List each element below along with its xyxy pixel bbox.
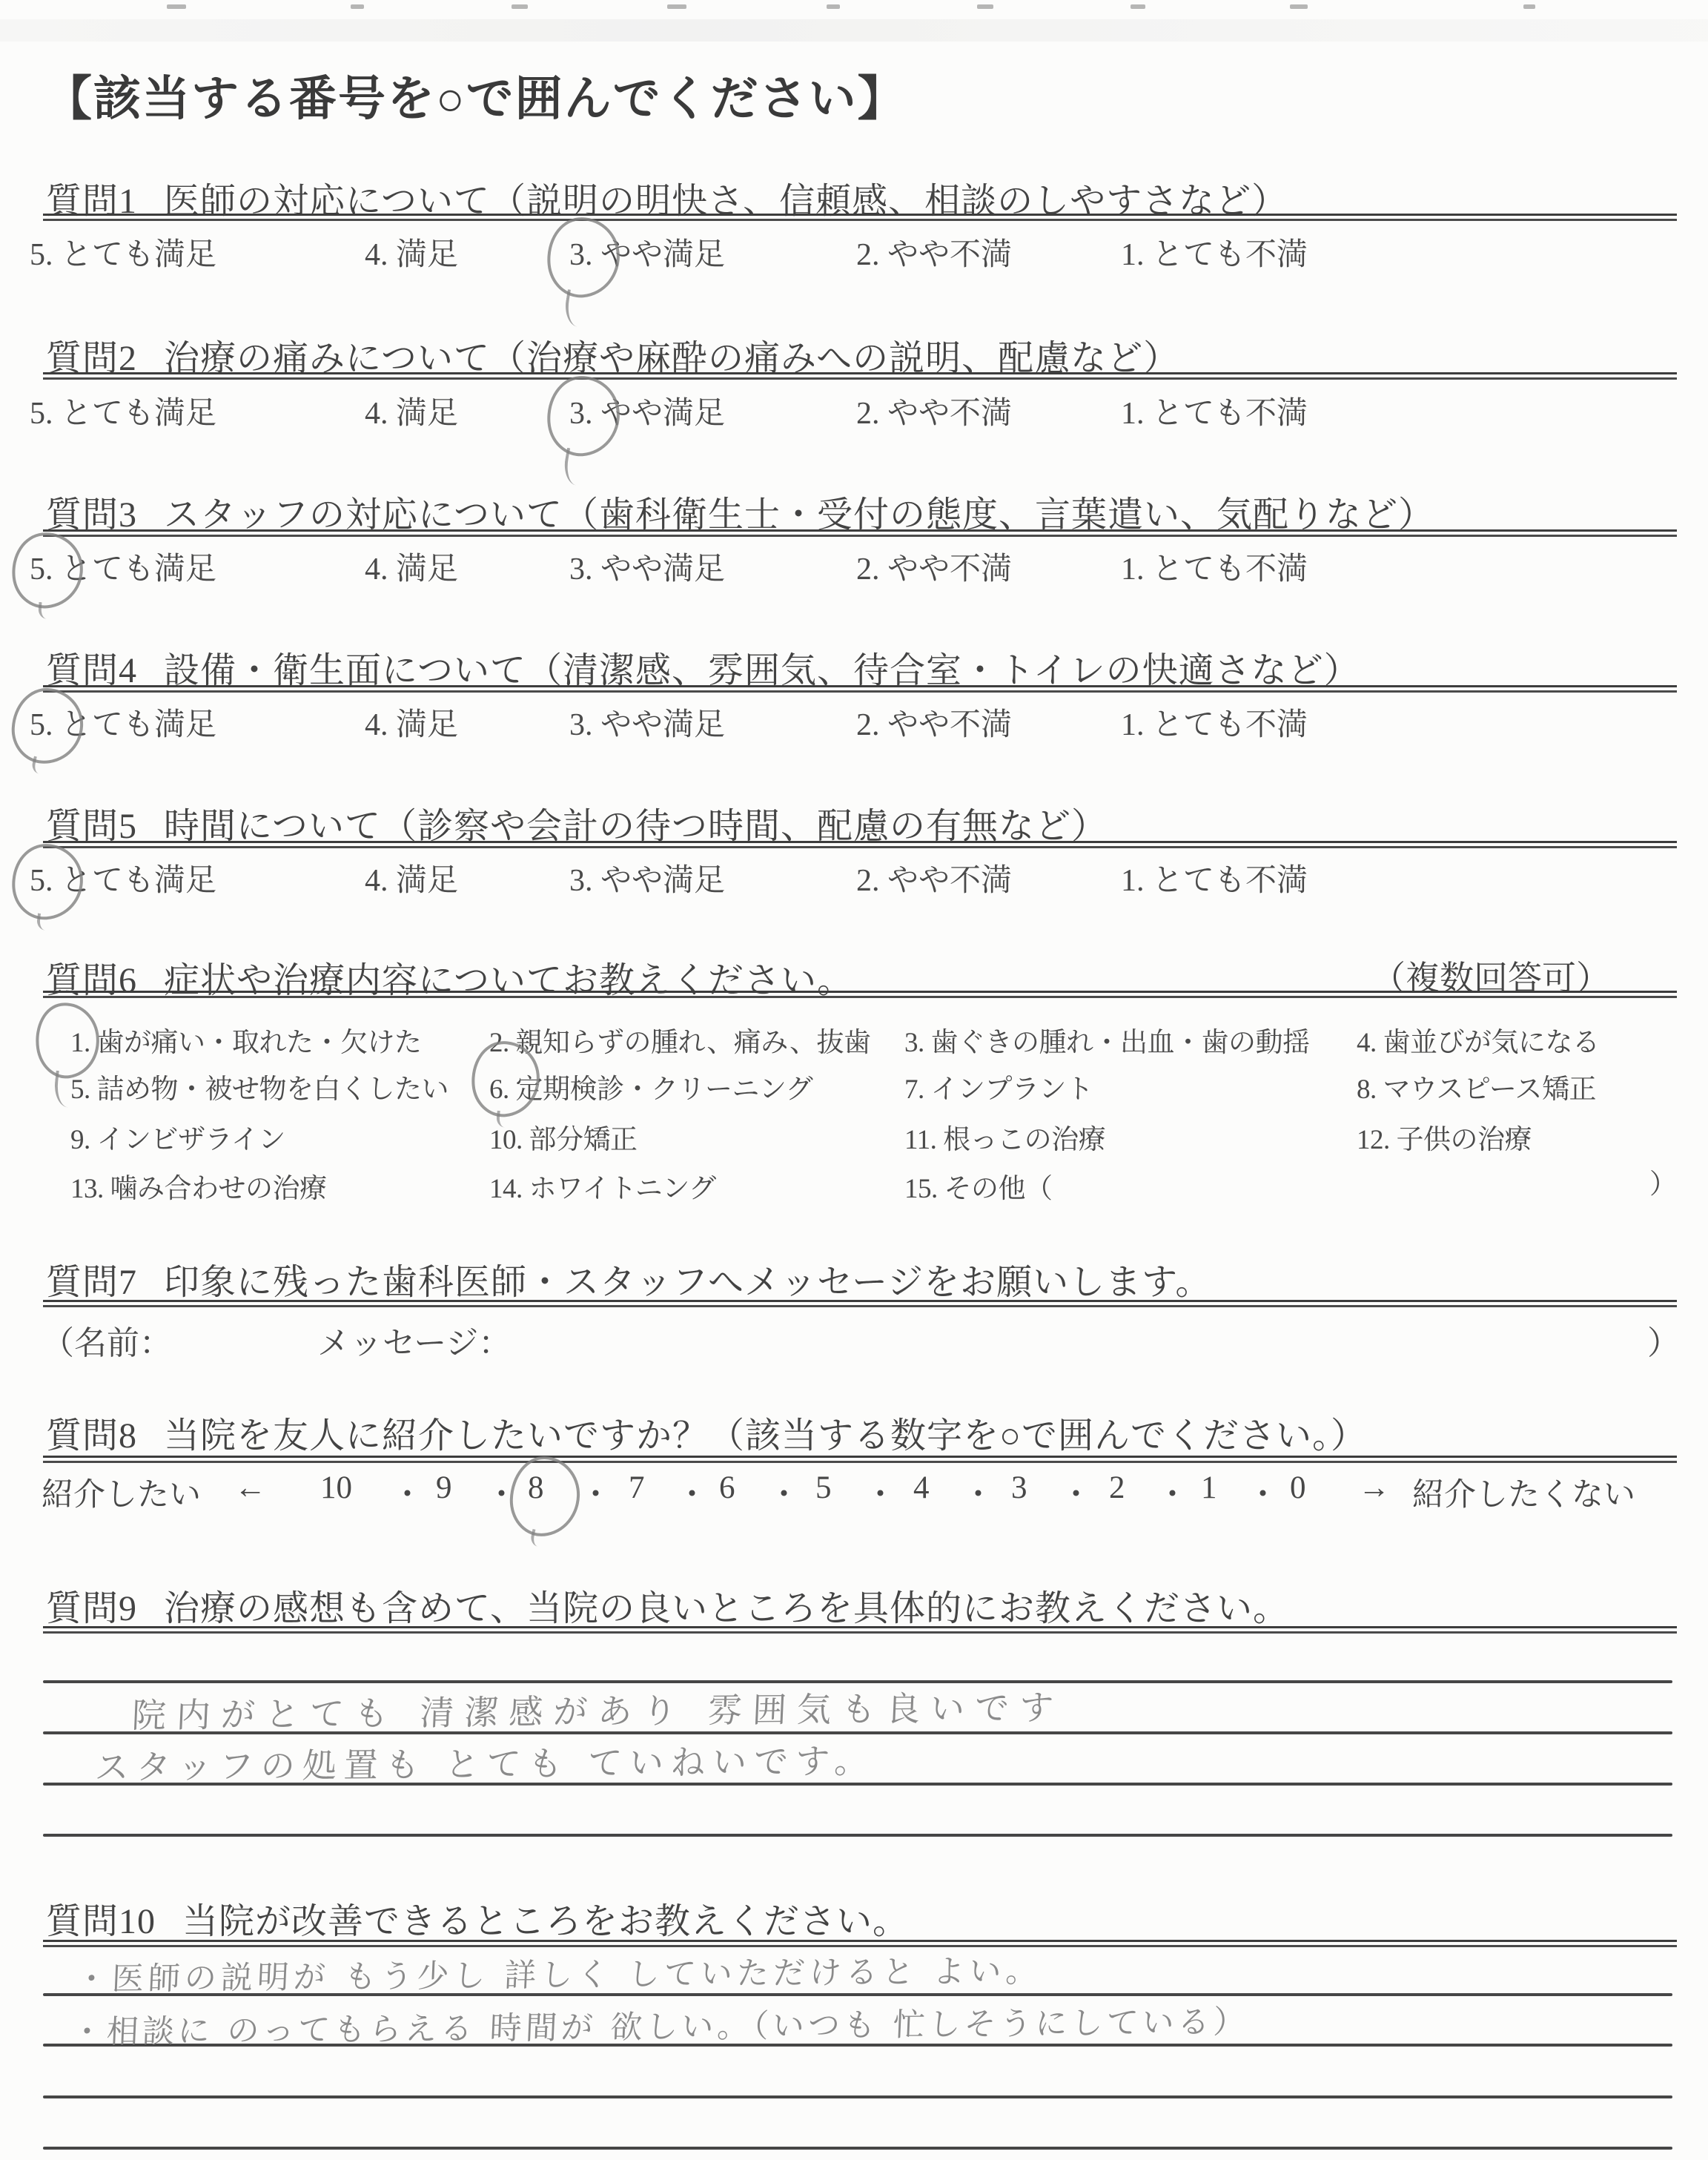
q7-message-label: メッセージ：: [317, 1325, 512, 1361]
pencil-circle-q5-option-5: [10, 842, 86, 922]
q6-option-14: 14. ホワイトニング: [489, 1174, 716, 1204]
question-4-options: [0, 700, 1708, 746]
q4-option-4: 4. 満足: [365, 708, 459, 742]
divider-line: [43, 1300, 1677, 1307]
question-1-options: [0, 230, 1708, 276]
q8-dot: ・: [962, 1478, 994, 1513]
q2-option-3: 3. やや満足: [569, 397, 726, 431]
question-1-text: 医師の対応について（説明の明快さ、信頼感、相談のしやすさなど）: [164, 182, 1288, 221]
question-9-text: 治療の感想も含めて、当院の良いところを具体的にお教えください。: [164, 1589, 1290, 1628]
q6-option-7: 7. インプラント: [904, 1074, 1093, 1105]
divider-line: [43, 214, 1677, 221]
question-2-options: [0, 389, 1708, 435]
q4-option-3: 3. やや満足: [569, 708, 726, 742]
question-2-text: 治療の痛みについて（治療や麻酔の痛みへの説明、配慮など）: [164, 339, 1180, 378]
question-8-header: [46, 1407, 1367, 1458]
question-6-number: 質問6: [46, 961, 138, 1000]
question-3-text: スタッフの対応について（歯科衛生士・受付の態度、言葉遣い、気配りなど）: [164, 495, 1435, 535]
scan-artifact: [1131, 4, 1145, 9]
q4-option-2: 2. やや不満: [856, 708, 1013, 742]
q6-option-11: 11. 根っこの治療: [904, 1125, 1106, 1155]
q8-dot: ・: [391, 1478, 423, 1513]
q8-scale-0: 0: [1290, 1470, 1306, 1505]
divider-line: [43, 1456, 1677, 1463]
q8-dot: ・: [864, 1478, 896, 1513]
q9-handwritten-answer-line-2: スタッフの処置も とても ていねいです。: [93, 1740, 877, 1788]
scan-artifact: [1523, 4, 1535, 9]
q7-close-paren: ）: [1647, 1325, 1680, 1361]
q8-scale-2: 2: [1109, 1470, 1125, 1505]
q6-option-5: 5. 詰め物・被せ物を白くしたい: [70, 1074, 448, 1105]
pencil-circle-q1-option-3: [543, 214, 623, 300]
q9-handwritten-answer-line-1: 院内がとても 清潔感があり 雰囲気も良いです: [130, 1687, 1065, 1736]
question-10-text: 当院が改善できるところをお教えください。: [182, 1902, 910, 1941]
q3-option-5: 5. とても満足: [30, 552, 217, 587]
scan-artifact: [977, 4, 993, 9]
q4-option-5: 5. とても満足: [30, 708, 217, 742]
question-2-number: 質問2: [46, 339, 138, 378]
scan-artifact: [351, 4, 364, 9]
q8-scale-5: 5: [815, 1470, 832, 1505]
q6-option-10: 10. 部分矯正: [489, 1125, 638, 1155]
q8-right-label: 紹介したくない: [1412, 1478, 1635, 1513]
q3-option-2: 2. やや不満: [856, 552, 1013, 587]
left-arrow-icon: ←: [234, 1470, 266, 1505]
question-8-number: 質問8: [46, 1416, 138, 1456]
q1-option-2: 2. やや不満: [856, 238, 1013, 272]
question-8-text: 当院を友人に紹介したいですか？（該当する数字を○で囲んでください。）: [164, 1416, 1368, 1456]
q8-dot: ・: [1060, 1478, 1092, 1513]
question-3-options: [0, 544, 1708, 590]
pencil-circle-q4-option-5: [10, 687, 85, 766]
q8-dot: ・: [676, 1478, 708, 1513]
q6-option-12: 12. 子供の治療: [1357, 1125, 1532, 1155]
question-7-text: 印象に残った歯科医師・スタッフへメッセージをお願いします。: [164, 1263, 1212, 1302]
scan-artifact: [667, 4, 686, 9]
question-10-number: 質問10: [46, 1902, 156, 1941]
question-3-number: 質問3: [46, 495, 138, 535]
divider-line: [43, 1940, 1677, 1947]
q8-scale-4: 4: [913, 1470, 930, 1505]
q8-scale-8: 8: [528, 1470, 544, 1505]
q6-option-2: 2. 親知らずの腫れ、痛み、抜歯: [489, 1028, 871, 1058]
q6-option-13: 13. 噛み合わせの治療: [70, 1174, 327, 1204]
q6-option-6: 6. 定期検診・クリーニング: [489, 1074, 813, 1105]
pencil-circle-q3-option-5: [8, 529, 87, 611]
q6-option-15: 15. その他（: [904, 1174, 1053, 1204]
answer-line: [43, 2147, 1672, 2150]
divider-line: [43, 685, 1677, 693]
divider-line: [43, 1626, 1677, 1634]
question-1-number: 質問1: [46, 182, 138, 221]
question-7-number: 質問7: [46, 1263, 138, 1302]
q8-dot: ・: [1247, 1478, 1279, 1513]
q6-option-9: 9. インビザライン: [70, 1125, 285, 1155]
question-4-text: 設備・衛生面について（清潔感、雰囲気、待合室・トイレの快適さなど）: [164, 651, 1360, 690]
question-5-options: [0, 856, 1708, 902]
q10-handwritten-answer-line-2: ・相談に のってもらえる 時間が 欲しい。（いつも 忙しそうにしている）: [70, 2004, 1250, 2051]
q6-option-1: 1. 歯が痛い・取れた・欠けた: [70, 1028, 422, 1058]
divider-line: [43, 841, 1677, 848]
q8-scale-1: 1: [1201, 1470, 1217, 1505]
q3-option-4: 4. 満足: [365, 552, 459, 587]
question-5-text: 時間について（診察や会計の待つ時間、配慮の有無など）: [164, 807, 1108, 846]
q8-scale-7: 7: [629, 1470, 645, 1505]
q5-option-2: 2. やや不満: [856, 864, 1013, 898]
q2-option-4: 4. 満足: [365, 397, 459, 431]
q4-option-1: 1. とても不満: [1121, 708, 1308, 742]
q6-option-15-close-paren: ）: [1649, 1169, 1677, 1200]
q10-handwritten-answer-line-1: ・医師の説明が もう少し 詳しく していただけると よい。: [74, 1952, 1043, 1998]
q8-scale-3: 3: [1011, 1470, 1027, 1505]
pencil-circle-q8-score-8: [509, 1455, 581, 1537]
scan-artifact: [1290, 4, 1308, 9]
divider-line: [43, 372, 1677, 380]
q8-dot: ・: [1156, 1478, 1188, 1513]
question-7-header: [46, 1253, 1211, 1304]
q8-dot: ・: [580, 1478, 612, 1513]
divider-line: [43, 529, 1677, 537]
answer-line: [43, 2095, 1672, 2098]
question-6-note: （複数回答可）: [1371, 960, 1610, 997]
q2-option-1: 1. とても不満: [1121, 397, 1308, 431]
q7-name-label: （名前：: [42, 1325, 172, 1361]
page-title: 【該当する番号を○で囲んでください】: [44, 73, 907, 125]
q2-option-2: 2. やや不満: [856, 397, 1013, 431]
q1-option-3: 3. やや満足: [569, 238, 726, 272]
q3-option-3: 3. やや満足: [569, 552, 726, 587]
q6-option-3: 3. 歯ぐきの腫れ・出血・歯の動揺: [904, 1028, 1310, 1058]
q5-option-1: 1. とても不満: [1121, 864, 1308, 898]
scan-streak: [0, 19, 1708, 42]
right-arrow-icon: →: [1358, 1470, 1390, 1505]
q1-option-1: 1. とても不満: [1121, 238, 1308, 272]
pencil-circle-q2-option-3: [544, 374, 622, 459]
answer-line: [43, 1834, 1672, 1837]
scan-artifact: [827, 4, 840, 9]
divider-line: [43, 991, 1677, 998]
question-10-header: [46, 1892, 909, 1943]
q8-dot: ・: [768, 1478, 800, 1513]
question-6-text: 症状や治療内容についてお教えください。: [164, 961, 854, 1000]
scan-artifact: [167, 4, 186, 9]
question-5-number: 質問5: [46, 807, 138, 846]
q5-option-5: 5. とても満足: [30, 864, 217, 898]
q6-option-4: 4. 歯並びが気になる: [1357, 1028, 1600, 1058]
q2-option-5: 5. とても満足: [30, 397, 217, 431]
q8-scale-9: 9: [436, 1470, 452, 1505]
q8-dot: ・: [486, 1478, 517, 1513]
q1-option-5: 5. とても満足: [30, 238, 217, 272]
q8-left-label: 紹介したい: [42, 1478, 201, 1513]
q8-scale-6: 6: [719, 1470, 735, 1505]
question-9-number: 質問9: [46, 1589, 138, 1628]
q3-option-1: 1. とても不満: [1121, 552, 1308, 587]
q1-option-4: 4. 満足: [365, 238, 459, 272]
q5-option-4: 4. 満足: [365, 864, 459, 898]
q6-option-8: 8. マウスピース矯正: [1357, 1074, 1597, 1105]
q8-scale-10: 10: [320, 1470, 352, 1505]
q5-option-3: 3. やや満足: [569, 864, 726, 898]
scan-artifact: [512, 4, 528, 9]
question-9-header: [46, 1579, 1289, 1631]
question-4-number: 質問4: [46, 651, 138, 690]
